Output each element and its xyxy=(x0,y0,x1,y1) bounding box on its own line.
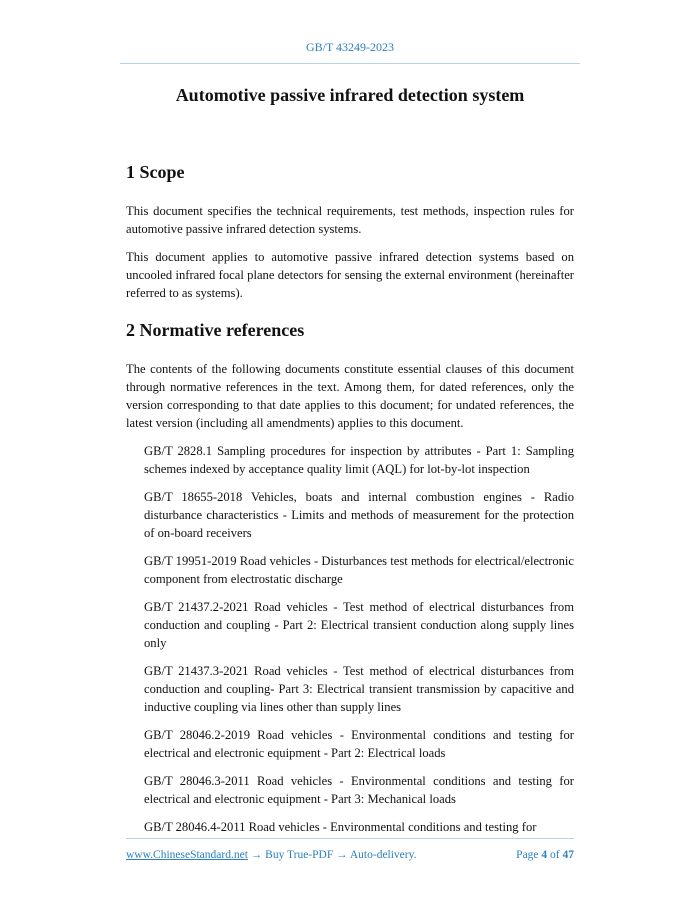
footer-divider xyxy=(126,838,574,839)
page-label: Page xyxy=(516,849,539,861)
current-page-number: 4 xyxy=(541,849,548,861)
website-link[interactable]: www.ChineseStandard.net xyxy=(126,849,248,861)
document-body xyxy=(126,160,574,836)
arrow-right-icon: → xyxy=(336,849,348,861)
reference-item: GB/T 18655-2018 Vehicles, boats and internal combustion engines - Radio disturbance characteristics - Limits and methods of measurement for the protection of on-board receivers xyxy=(144,490,574,540)
header-standard-code: GB/T 43249-2023 xyxy=(305,40,395,54)
reference-item: GB/T 21437.2-2021 Road vehicles - Test method of electrical disturbances from conduction and coupling - Part 2: Electrical transient conduction along supply lines only xyxy=(144,600,574,650)
reference-item: GB/T 28046.3-2011 Road vehicles - Environmental conditions and testing for electrical and electronic equipment - Part 3: Mechanical loads xyxy=(144,774,574,806)
reference-item: GB/T 28046.4-2011 Road vehicles - Environmental conditions and testing for xyxy=(144,820,537,834)
scope-paragraph-2: This document applies to automotive passive infrared detection systems based on uncooled infrared focal plane detectors for sensing the external environment (hereinafter referred to as systems). xyxy=(126,250,574,300)
references-intro-paragraph: The contents of the following documents constitute essential clauses of this document through normative references in the text. Among them, for dated references, only the version corresponding to that date applies to this document; for undated references, the latest version (including all amendments) applies to this document. xyxy=(126,362,574,430)
arrow-right-icon: → xyxy=(250,849,263,861)
section-heading-normative-references: 2 Normative references xyxy=(126,320,305,340)
reference-item: GB/T 19951-2019 Road vehicles - Disturbances test methods for electrical/electronic component from electrostatic discharge xyxy=(144,554,574,586)
footer-promo xyxy=(126,849,417,861)
reference-item: GB/T 28046.2-2019 Road vehicles - Environmental conditions and testing for electrical and electronic equipment - Part 2: Electrical loads xyxy=(144,728,574,760)
section-heading-scope: 1 Scope xyxy=(126,162,185,182)
reference-item: GB/T 21437.3-2021 Road vehicles - Test method of electrical disturbances from conduction and coupling- Part 3: Electrical transient transmission by capacitive and inductive coupling via lines other than supply lines xyxy=(144,664,574,714)
header-divider xyxy=(120,63,580,64)
scope-paragraph-1: This document specifies the technical requirements, test methods, inspection rules for automotive passive infrared detection systems. xyxy=(126,204,574,236)
total-pages-number: 47 xyxy=(562,849,574,861)
of-label: of xyxy=(550,849,560,861)
reference-item: GB/T 2828.1 Sampling procedures for inspection by attributes - Part 1: Sampling schemes indexed by acceptance quality limit (AQL) for lot-by-lot inspection xyxy=(144,444,574,476)
page-indicator xyxy=(516,849,574,861)
document-title: Automotive passive infrared detection system xyxy=(175,85,525,105)
auto-delivery-text: Auto-delivery. xyxy=(349,849,417,861)
buy-true-pdf-text: Buy True-PDF xyxy=(265,849,334,861)
